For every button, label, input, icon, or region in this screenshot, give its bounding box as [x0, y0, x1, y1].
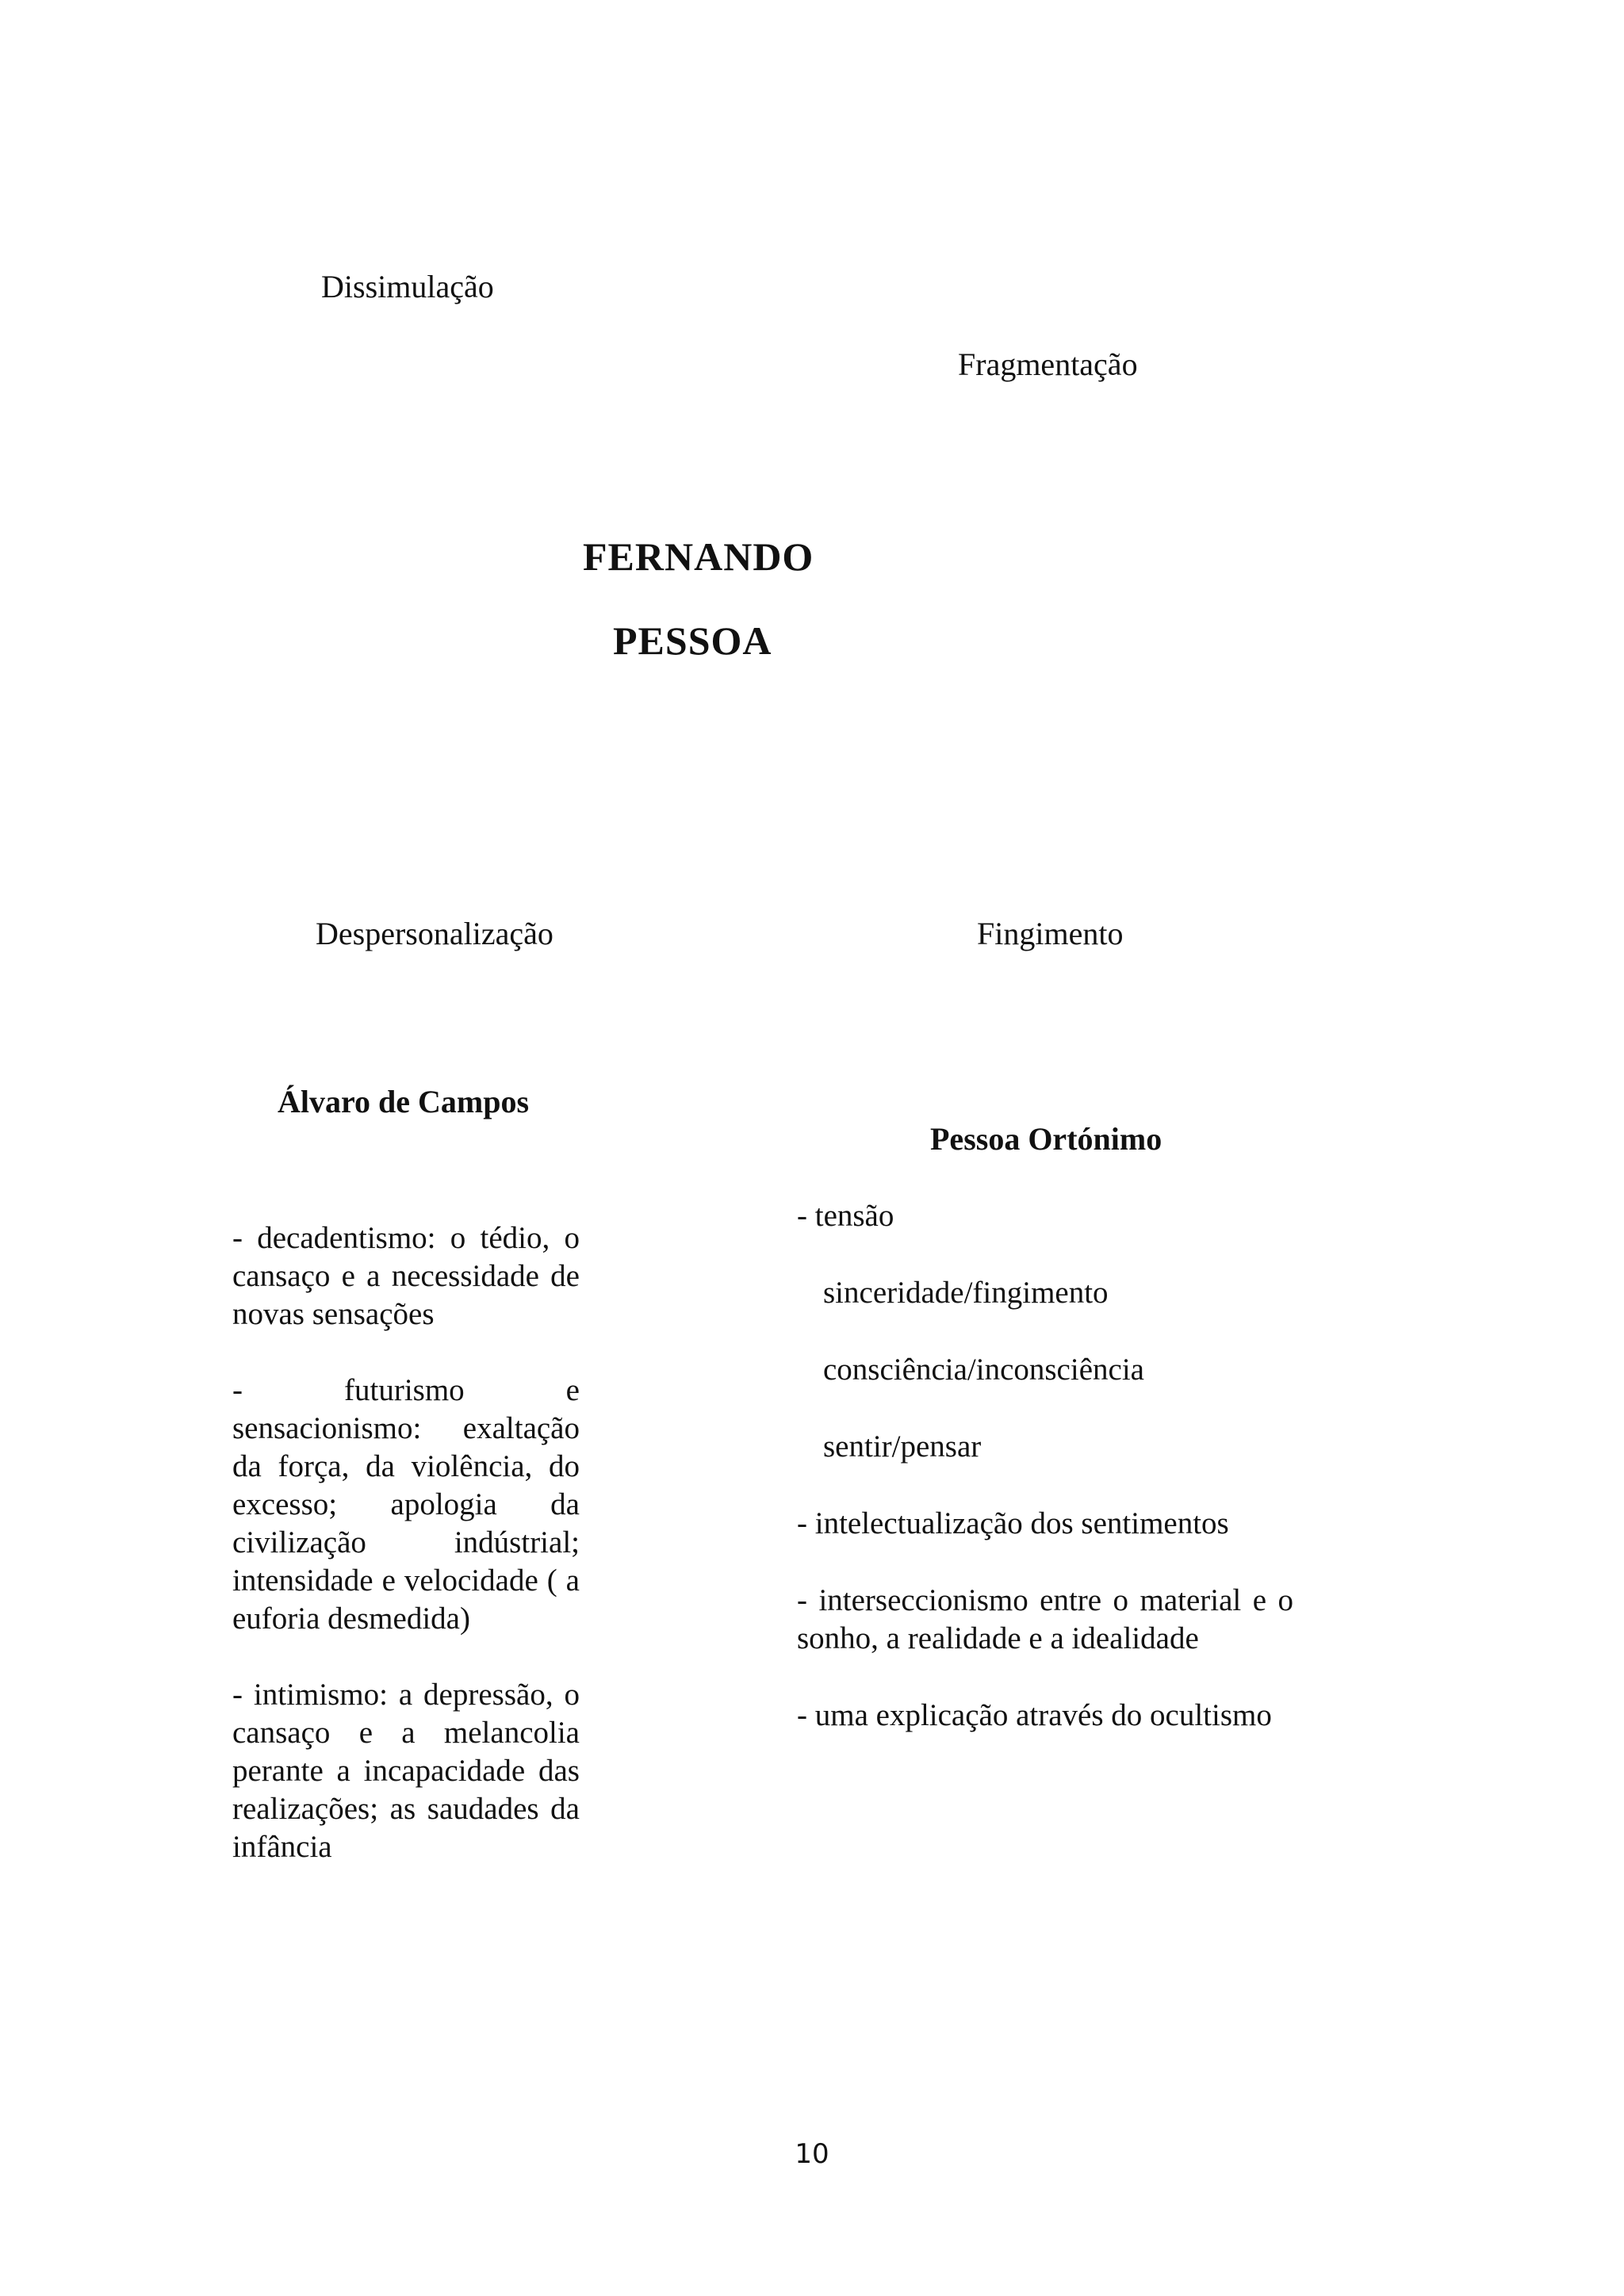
right-item: - interseccionismo entre o material e o sonho, a realidade e a idealidade [797, 1583, 1293, 1655]
concept-dissimulacao: Dissimulação [321, 269, 494, 304]
left-column-heading: Álvaro de Campos [278, 1084, 530, 1119]
page-number: 10 [795, 2138, 829, 2170]
right-column-heading: Pessoa Ortónimo [930, 1121, 1162, 1157]
title-line-1: FERNANDO [583, 534, 814, 579]
concept-despersonalizacao: Despersonalização [316, 916, 553, 951]
right-item: - tensão [797, 1199, 894, 1233]
title-line-2: PESSOA [613, 618, 772, 663]
left-paragraph: - futurismo e sensacionismo: exaltação da força, da violência, do excesso; apologia da civilização indústrial; intensidade e velocidade ( a euforia desmedida) [232, 1373, 580, 1636]
concept-fragmentacao: Fragmentação [958, 346, 1138, 382]
concept-fingimento: Fingimento [977, 916, 1124, 951]
right-item: sentir/pensar [823, 1429, 982, 1464]
left-paragraph: - decadentismo: o tédio, o cansaço e a necessidade de novas sensações [232, 1221, 580, 1331]
left-paragraph: - intimismo: a depressão, o cansaço e a melancolia perante a incapacidade das realizações; as saudades da infância [232, 1678, 580, 1864]
right-item: - intelectualização dos sentimentos [797, 1506, 1229, 1540]
left-column [232, 1219, 580, 1904]
right-item: consciência/inconsciência [823, 1353, 1144, 1387]
right-item: sinceridade/fingimento [823, 1276, 1109, 1310]
right-column [797, 1197, 1293, 1774]
right-item: - uma explicação através do ocultismo [797, 1698, 1272, 1732]
